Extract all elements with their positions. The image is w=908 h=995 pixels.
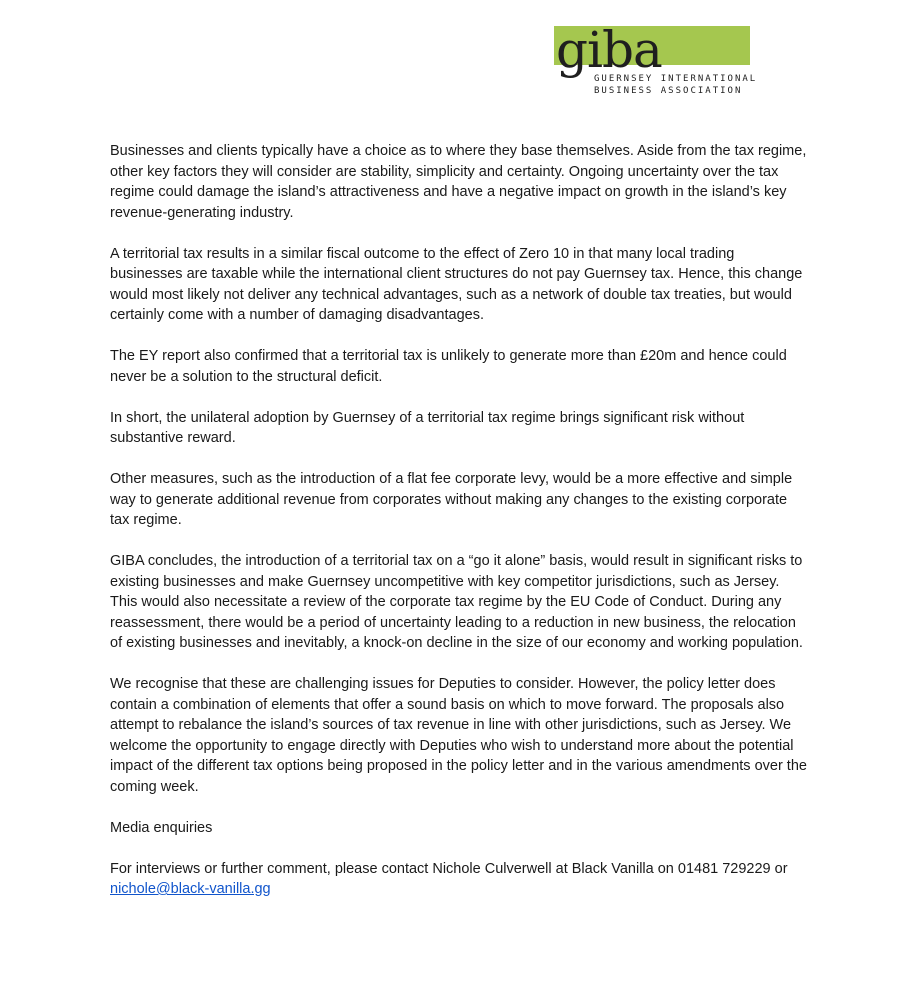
- giba-logo: [554, 21, 758, 101]
- logo-mark: giba: [556, 21, 662, 79]
- paragraph-giba-concludes: GIBA concludes, the introduction of a territorial tax on a “go it alone” basis, would result in significant risks to existing businesses and make Guernsey uncompetitive with key competitor jurisdictions, such as Jersey. This would also necessitate a review of the corporate tax regime by the EU Code of Conduct. During any reassessment, there would be a period of uncertainty leading to a reduction in new business, the relocation of existing businesses and inevitably, a knock-on decline in the size of our economy and working population.: [110, 553, 803, 651]
- paragraph-ey-report: The EY report also confirmed that a territorial tax is unlikely to generate more than £20m and hence could never be a solution to the structural deficit.: [110, 348, 787, 385]
- contact-text: For interviews or further comment, please contact Nichole Culverwell at Black Vanilla on 01481 729229 or: [110, 860, 788, 877]
- paragraph-territorial-tax-outcome: A territorial tax results in a similar fiscal outcome to the effect of Zero 10 in that many local trading businesses are taxable while the international client structures do not pay Guernsey tax. Hence, this change would most likely not deliver any technical advantages, such as a network of double tax treaties, but would certainly come with a number of damaging disadvantages.: [110, 245, 803, 323]
- contact-paragraph: [110, 859, 810, 900]
- logo-subtitle-line1: GUERNSEY INTERNATIONAL: [594, 74, 758, 84]
- paragraph-tax-regime-choice: Businesses and clients typically have a choice as to where they base themselves. Aside from the tax regime, other key factors they will consider are stability, simplicity and certainty. Ongoing uncertainty over the tax regime could damage the island’s attractiveness and have a negative impact on growth in the island’s key revenue-generating industry.: [110, 143, 807, 221]
- contact-email-link[interactable]: nichole@black-vanilla.gg: [110, 881, 271, 897]
- media-enquiries-heading: Media enquiries: [110, 819, 213, 836]
- logo-subtitle: [594, 73, 757, 97]
- paragraph-other-measures: Other measures, such as the introduction of a flat fee corporate levy, would be a more effective and simple way to generate additional revenue from corporates without making any changes to the existing corporate tax regime.: [110, 471, 793, 528]
- paragraph-in-short: In short, the unilateral adoption by Guernsey of a territorial tax regime brings significant risk without substantive reward.: [110, 409, 745, 446]
- document-body: [110, 141, 810, 920]
- paragraph-deputies: We recognise that these are challenging issues for Deputies to consider. However, the policy letter does contain a combination of elements that offer a sound basis on which to move forward. The proposals also attempt to rebalance the island’s sources of tax revenue in line with other jurisdictions, such as Jersey. We welcome the opportunity to engage directly with Deputies who wish to understand more about the potential impact of the different tax options being proposed in the policy letter and in the various amendments over the coming week.: [110, 676, 807, 795]
- logo-subtitle-line2: BUSINESS ASSOCIATION: [594, 86, 743, 96]
